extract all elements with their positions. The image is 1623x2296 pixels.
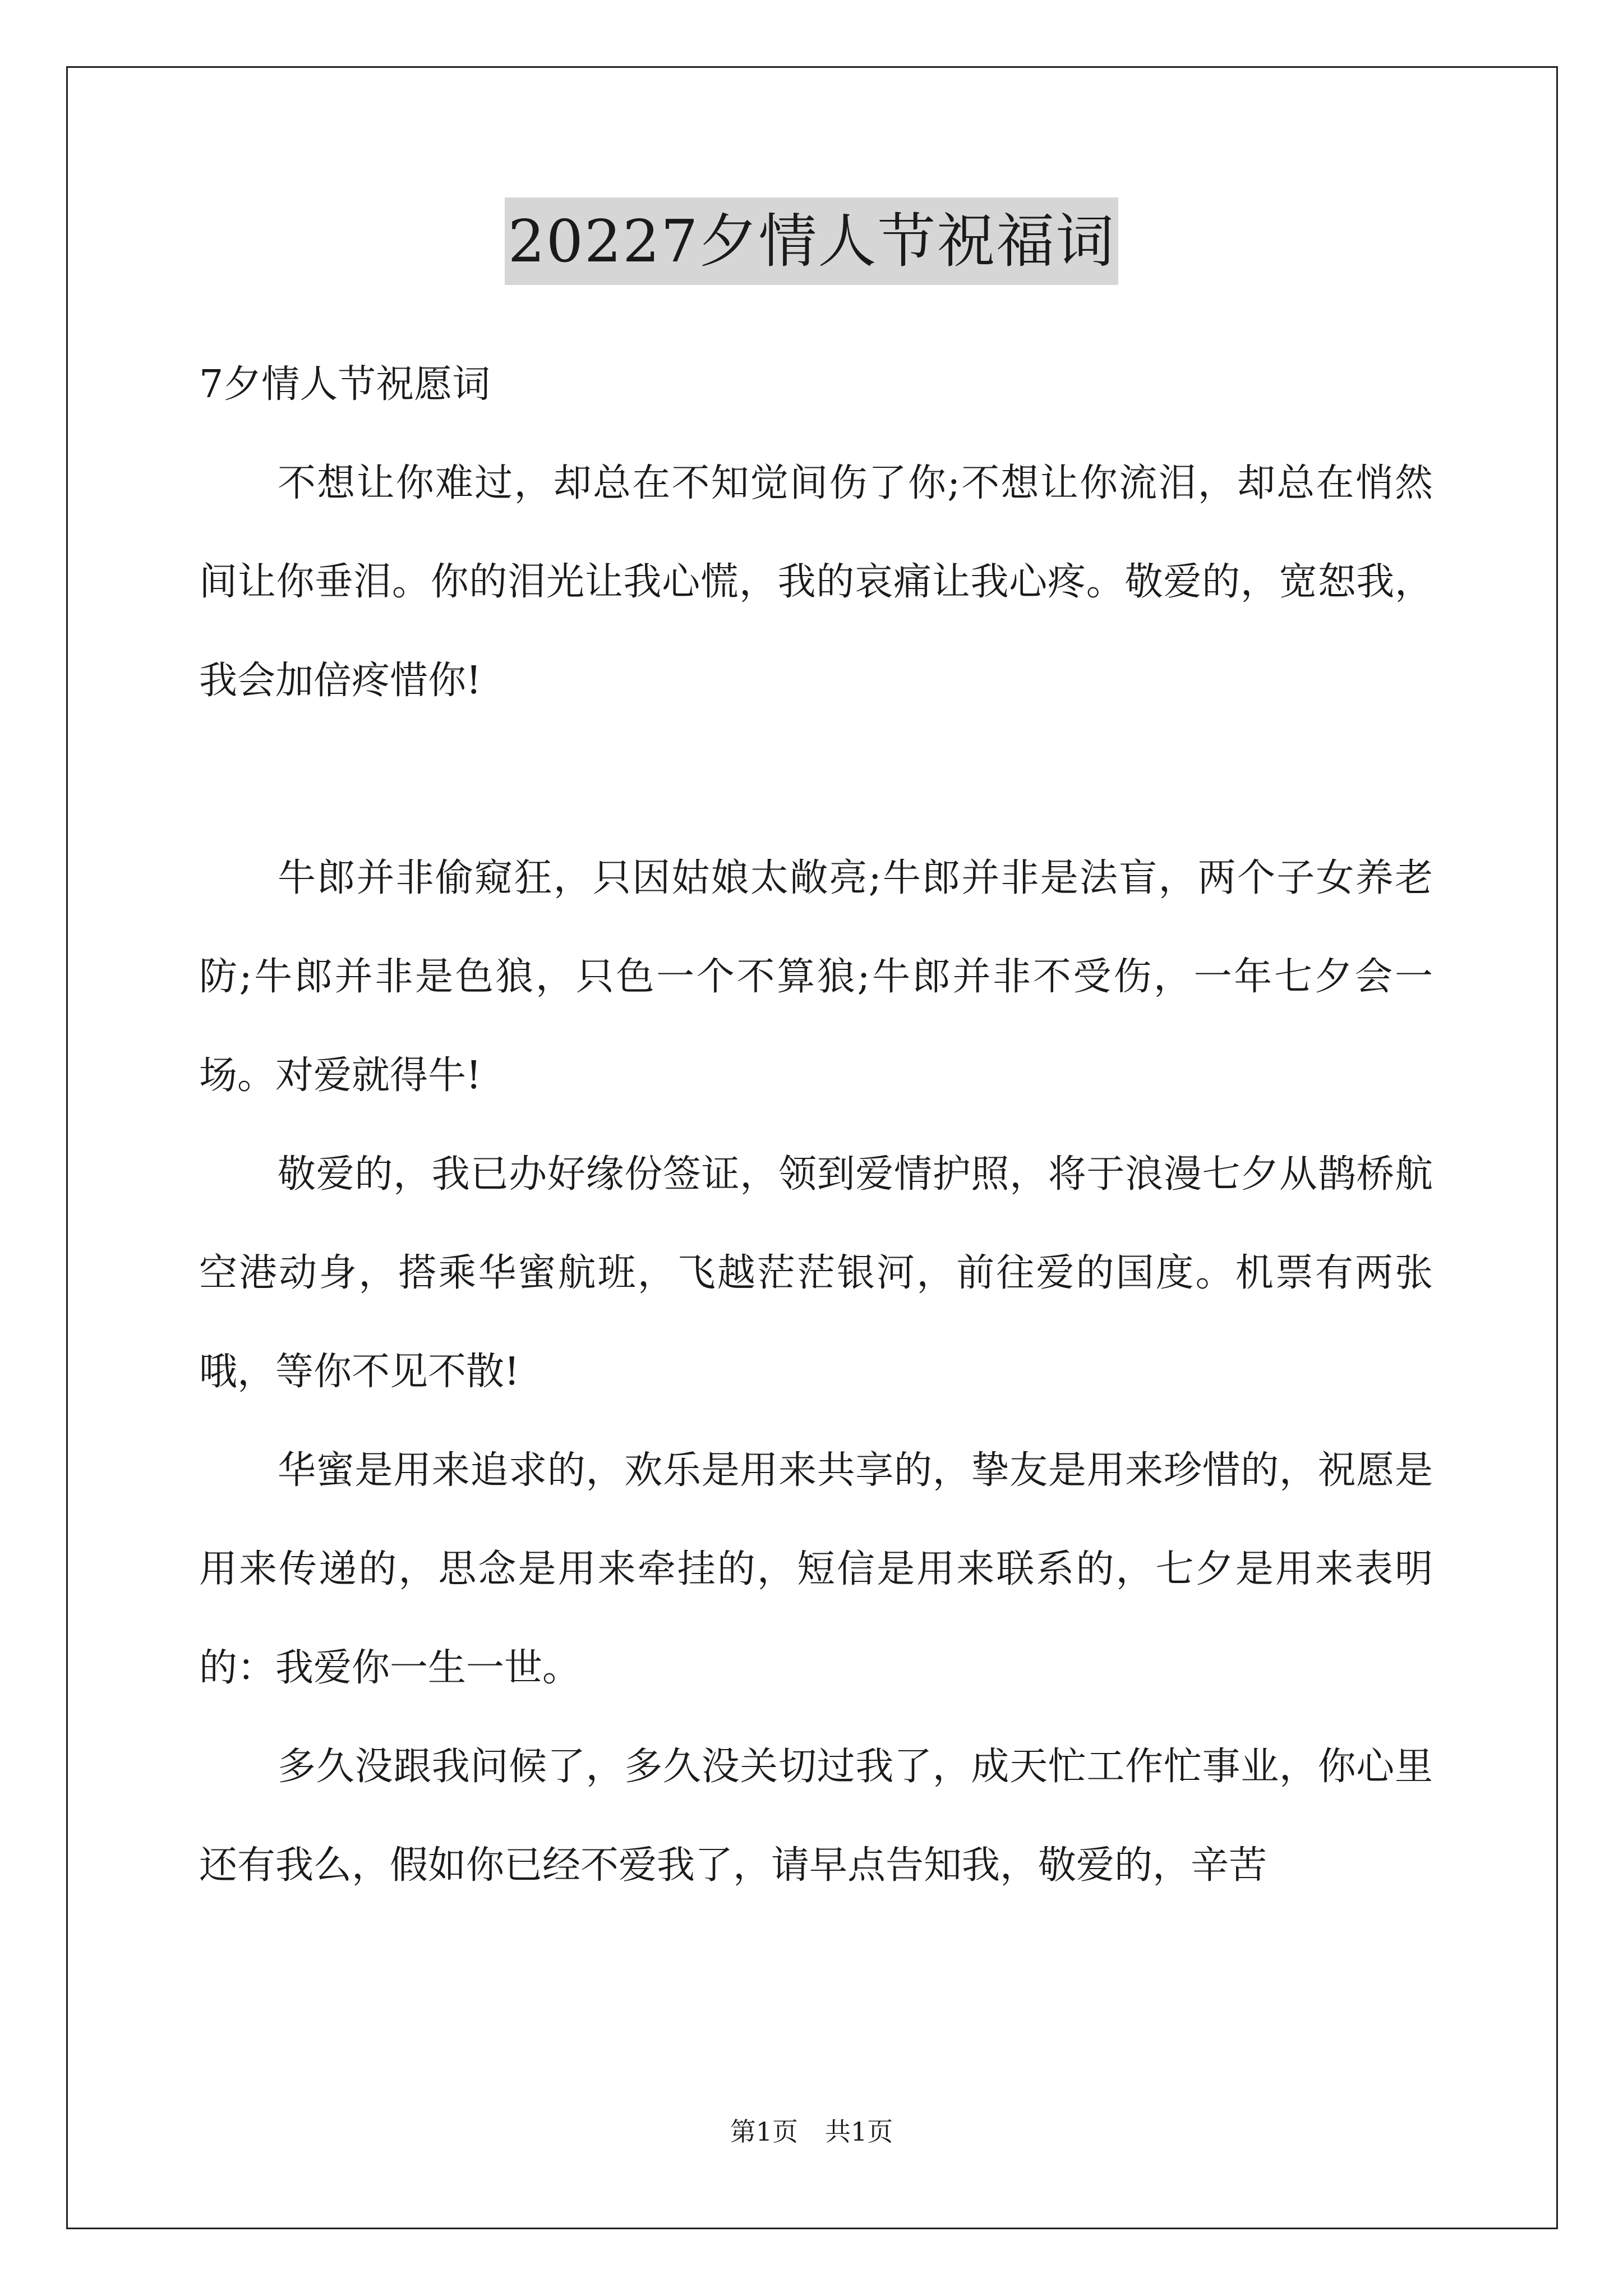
paragraph: 华蜜是用来追求的，欢乐是用来共享的，挚友是用来珍惜的，祝愿是用来传递的，思念是用来牵挂的，短信是用来联系的，七夕是用来表明的：我爱你一生一世。 (199, 1448, 1433, 1690)
page-footer (0, 2115, 1623, 2148)
paragraph: 牛郎并非偷窥狂，只因姑娘太敞亮;牛郎并非是法盲，两个子女养老防;牛郎并非是色狼，只色一个不算狼;牛郎并非不受伤，一年七夕会一场。对爱就得牛! (199, 856, 1433, 1098)
paragraph: 不想让你难过，却总在不知觉间伤了你;不想让你流泪，却总在悄然间让你垂泪。你的泪光让我心慌，我的哀痛让我心疼。敬爱的，宽恕我，我会加倍疼惜你! (199, 461, 1433, 703)
title-container (0, 197, 1623, 285)
paragraph: 多久没跟我问候了，多久没关切过我了，成天忙工作忙事业，你心里还有我么，假如你已经不爱我了，请早点告知我，敬爱的，辛苦 (199, 1745, 1433, 1888)
subheading: 7夕情人节祝愿词 (199, 362, 491, 407)
document-body (199, 335, 1433, 1915)
page-total: 共1页 (825, 2116, 893, 2147)
page-number: 第1页 (730, 2116, 798, 2147)
document-title: 20227夕情人节祝福词 (505, 197, 1119, 285)
paragraph: 敬爱的，我已办好缘份签证，领到爱情护照，将于浪漫七夕从鹊桥航空港动身，搭乘华蜜航班，飞越茫茫银河，前往爱的国度。机票有两张哦，等你不见不散! (199, 1152, 1433, 1394)
